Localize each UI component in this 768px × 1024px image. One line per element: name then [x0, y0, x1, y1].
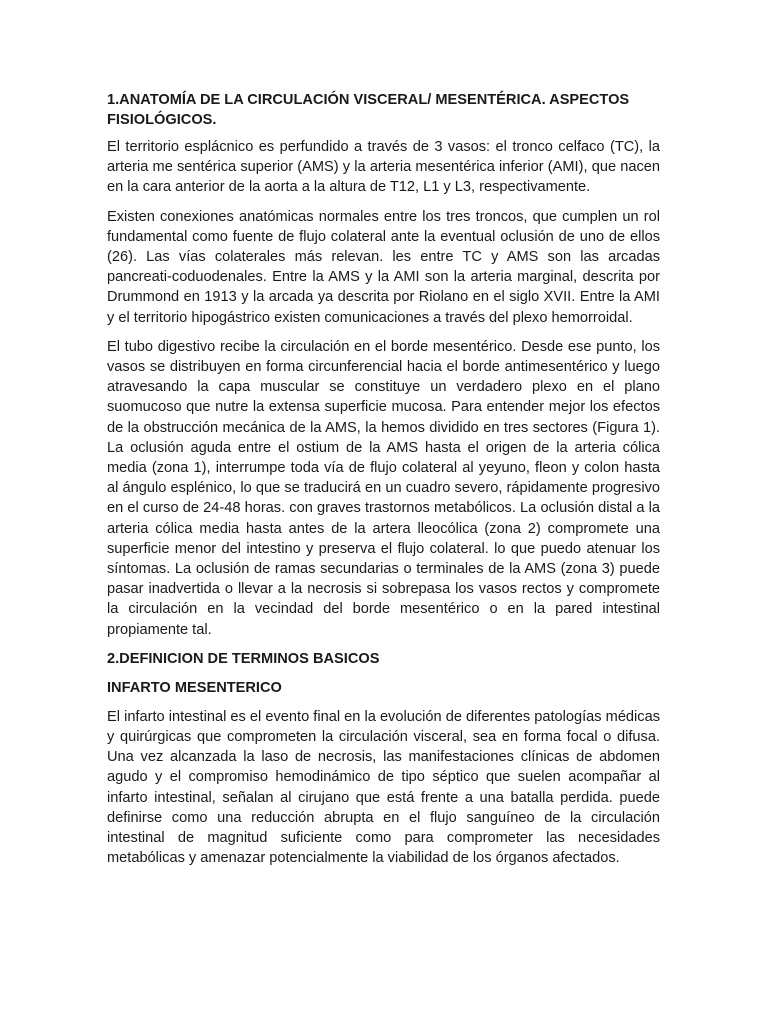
section2-paragraph-1: El infarto intestinal es el evento final en la evolución de diferentes patologías médicas y quirúrgicas que comprometen la circulación visceral, sea en forma focal o difusa. Una vez alcanzada la laso de necrosis, las manifestaciones clínicas de abdomen agudo y el compromiso hemodinámico de tipo séptico que suelen acompañar al infarto intestinal, señalan al cirujano que está frente a una batalla perdida. puede definirse como una reducción abrupta en el flujo sanguíneo de la circulación intestinal de magnitud suficiente como para comprometer las necesidades metabólicas y amenazar potencialmente la viabilidad de los órganos afectados.	[107, 708, 660, 867]
section1-paragraph-3: El tubo digestivo recibe la circulación en el borde mesentérico. Desde ese punto, los vasos se distribuyen en forma circunferencial hacia el borde antimesentérico y luego atravesando la capa muscular se constituye un verdadero plexo en el plano suomucoso que nutre la extensa superficie mucosa. Para entender mejor los efectos de la obstrucción mecánica de la AMS, la hemos dividido en tres sectores (Figura 1). La oclusión aguda entre el ostium de la AMS hasta el origen de la arteria cólica media (zona 1), interrumpe toda vía de flujo colateral al yeyuno, fleon y colon hasta al ángulo esplénico, lo que se traducirá en un cuadro severo, rápidamente progresivo en el curso de 24-48 horas. con graves trastornos metabólicos. La oclusión distal a la arteria cólica media hasta antes de la artera lleocólica (zona 2) compromete una superficie menor del intestino y preserva el flujo colateral. lo que puedo atenuar los síntomas. La oclusión de ramas secundarias o terminales de la AMS (zona 3) puede pasar inadvertida o llevar a la necrosis si sobrepasa los vasos rectos y compromete la circulación en la vecindad del borde mesentérico o en la pared intestinal propiamente tal.	[107, 338, 660, 638]
section1-heading: 1.ANATOMÍA DE LA CIRCULACIÓN VISCERAL/ MESENTÉRICA. ASPECTOS FISIOLÓGICOS.	[107, 92, 630, 128]
section1-paragraph-1: El territorio esplácnico es perfundido a través de 3 vasos: el tronco celfaco (TC), la arteria me sentérica superior (AMS) y la arteria mesentérica inferior (AMI), que nacen en la cara anterior de la aorta a la altura de T12, L1 y L3, respectivamente.	[107, 139, 660, 196]
section1-paragraph-2: Existen conexiones anatómicas normales entre los tres troncos, que cumplen un rol fundamental como fuente de flujo colateral ante la eventual oclusión de uno de ellos (26). Las vías colaterales más relevan. les entre TC y AMS son las arcadas pancreati-coduodenales. Entre la AMS y la AMI son la arteria marginal, descrita por Drummond en 1913 y la arcada ya descrita por Riolano en el siglo XVII. Entre la AMI y el territorio hipogástrico existen comunicaciones a través del plexo hemorroidal.	[107, 208, 660, 326]
section2-heading: 2.DEFINICION DE TERMINOS BASICOS	[107, 650, 380, 667]
document-page	[107, 90, 660, 878]
section2-subheading: INFARTO MESENTERICO	[107, 679, 282, 696]
